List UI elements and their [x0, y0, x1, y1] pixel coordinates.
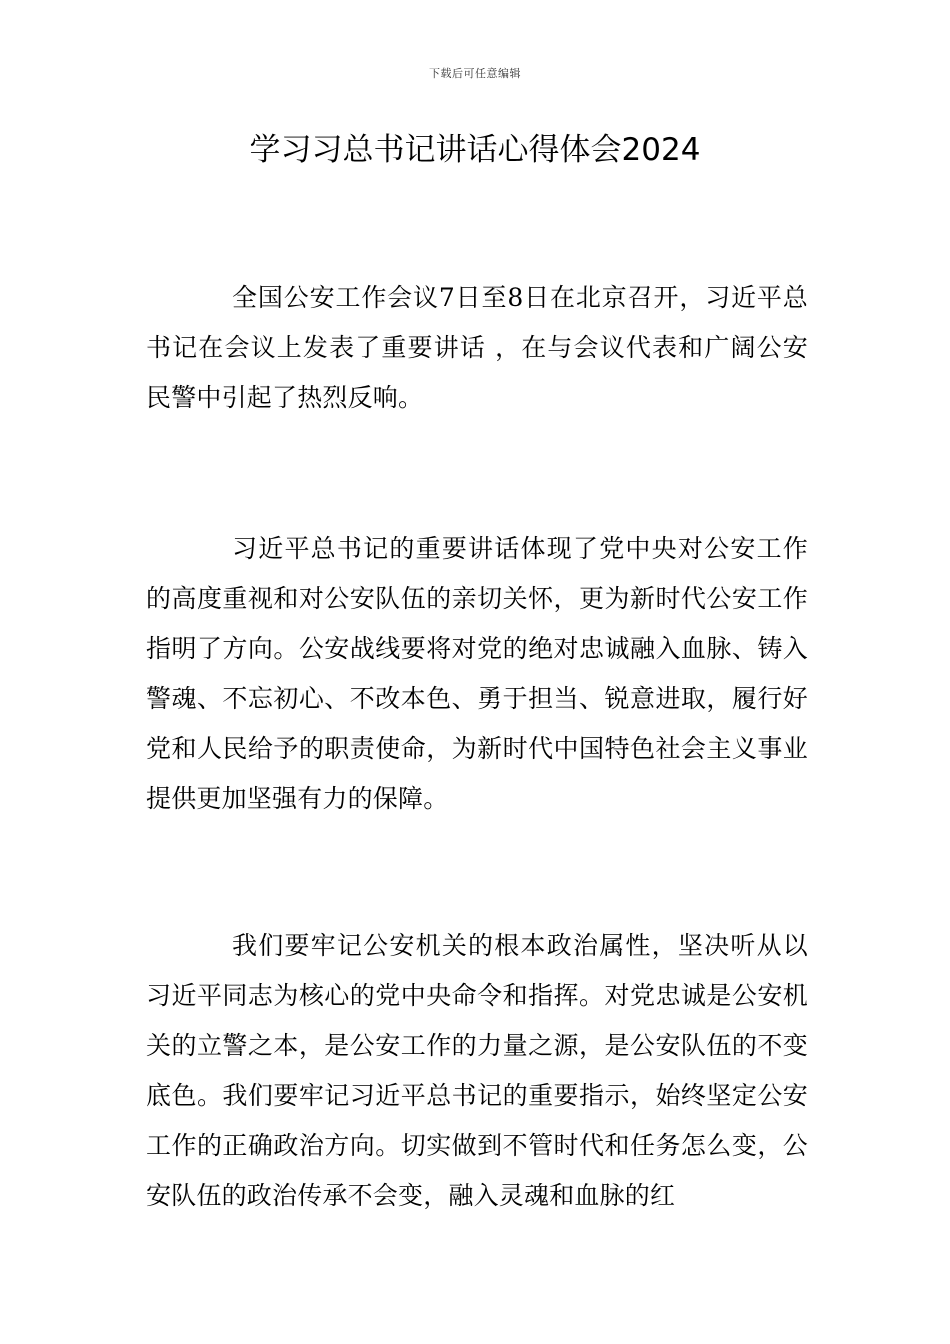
paragraph-3: 我们要牢记公安机关的根本政治属性，坚决听从以习近平同志为核心的党中央命令和指挥。对党忠诚是公安机关的立警之本，是公安工作的力量之源，是公安队伍的不变底色。我们要牢记习近平总书记的重要指示，始终坚定公安工作的正确政治方向。切实做到不管时代和任务怎么变，公安队伍的政治传承不会变，融入灵魂和血脉的红: [146, 931, 808, 1210]
paragraph-2: 习近平总书记的重要讲话体现了党中央对公安工作的高度重视和对公安队伍的亲切关怀，更为新时代公安工作指明了方向。公安战线要将对党的绝对忠诚融入血脉、铸入警魂、不忘初心、不改本色、勇于担当、锐意进取，履行好党和人民给予的职责使命，为新时代中国特色社会主义事业提供更加坚强有力的保障。: [146, 534, 808, 813]
document-title: 学习习总书记讲话心得体会2024: [249, 132, 701, 168]
header-note: 下载后可任意编辑: [429, 67, 521, 80]
paragraph-1: 全国公安工作会议7日至8日在北京召开，习近平总书记在会议上发表了重要讲话 ，在与会议代表和广阔公安民警中引起了热烈反响。: [146, 283, 808, 412]
